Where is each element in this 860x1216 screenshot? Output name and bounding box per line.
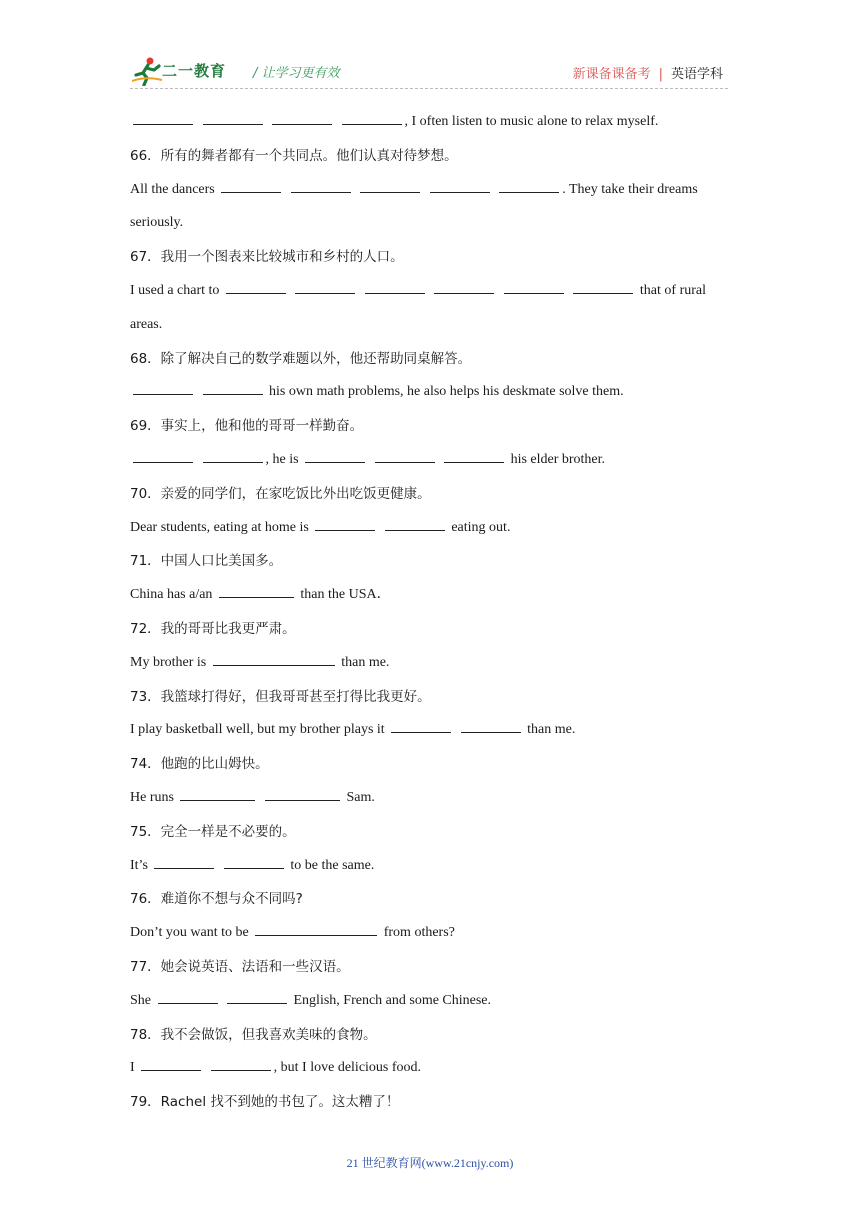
answer-blank[interactable] xyxy=(213,651,335,666)
answer-blank[interactable] xyxy=(315,516,375,531)
sentence-text: English, French and some Chinese. xyxy=(293,992,492,1008)
slogan: / 让学习更有效 xyxy=(253,66,340,81)
q66-prompt: 66．所有的舞者都有一个共同点。他们认真对待梦想。 xyxy=(130,147,458,164)
q69-answer-line xyxy=(130,446,730,480)
sentence-text: My brother is xyxy=(130,654,207,670)
course-label: 新课备课备考 xyxy=(572,67,651,82)
q78-answer-line xyxy=(130,1054,730,1088)
answer-blank[interactable] xyxy=(272,110,332,125)
q73-answer-line xyxy=(130,716,730,750)
subject-label: 英语学科 xyxy=(670,67,723,82)
q76-answer-line xyxy=(130,919,730,953)
sentence-text: He runs xyxy=(130,789,174,805)
answer-blank[interactable] xyxy=(221,178,281,193)
answer-blank[interactable] xyxy=(133,448,193,463)
answer-blank[interactable] xyxy=(133,380,193,395)
sentence-text: Sam. xyxy=(346,789,375,805)
q78-prompt: 78．我不会做饭，但我喜欢美味的食物。 xyxy=(130,1026,377,1043)
sentence-text: his own math problems, he also helps his deskmate solve them. xyxy=(269,384,624,400)
q68-answer-line xyxy=(130,378,730,412)
answer-blank[interactable] xyxy=(434,279,494,294)
answer-blank[interactable] xyxy=(133,110,193,125)
sentence-text: I play basketball well, but my brother plays it xyxy=(130,722,385,738)
q77-prompt: 77．她会说英语、法语和一些汉语。 xyxy=(130,958,350,975)
answer-blank[interactable] xyxy=(365,279,425,294)
answer-blank[interactable] xyxy=(226,279,286,294)
sentence-text: . They take their dreams xyxy=(562,181,698,197)
answer-blank[interactable] xyxy=(255,921,377,936)
answer-blank[interactable] xyxy=(461,718,521,733)
sentence-text: , I often listen to music alone to relax myself. xyxy=(404,114,659,129)
q66-answer-line xyxy=(130,176,730,210)
q70-prompt: 70．亲爱的同学们，在家吃饭比外出吃饭更健康。 xyxy=(130,485,431,502)
header-separator: | xyxy=(658,67,663,82)
answer-blank[interactable] xyxy=(141,1056,201,1071)
answer-blank[interactable] xyxy=(573,279,633,294)
q67-continuation: areas. xyxy=(130,316,163,332)
sentence-text: It’s xyxy=(130,857,148,873)
sentence-text: than me. xyxy=(341,654,390,670)
sentence-text: All the dancers xyxy=(130,181,215,197)
q66-continuation: seriously. xyxy=(130,215,184,231)
answer-blank[interactable] xyxy=(391,718,451,733)
answer-blank[interactable] xyxy=(499,178,559,193)
answer-blank[interactable] xyxy=(211,1056,271,1071)
answer-blank[interactable] xyxy=(154,854,214,869)
answer-blank[interactable] xyxy=(227,989,287,1004)
answer-blank[interactable] xyxy=(305,448,365,463)
answer-blank[interactable] xyxy=(430,178,490,193)
document-body xyxy=(130,108,730,1122)
sentence-text: Don’t you want to be xyxy=(130,925,249,941)
q77-answer-line xyxy=(130,987,730,1021)
header-right xyxy=(573,63,723,82)
q65-answer-line xyxy=(130,108,730,142)
page-footer[interactable]: 21 世纪教育网(www.21cnjy.com) xyxy=(346,1156,514,1170)
sentence-text: from others? xyxy=(383,925,455,941)
answer-blank[interactable] xyxy=(219,583,294,598)
sentence-text: She xyxy=(130,992,151,1008)
q67-answer-line xyxy=(130,277,730,311)
sentence-text: China has a/an xyxy=(130,587,213,603)
q71-prompt: 71．中国人口比美国多。 xyxy=(130,553,283,570)
answer-blank[interactable] xyxy=(504,279,564,294)
q74-prompt: 74．他跑的比山姆快。 xyxy=(130,756,269,773)
answer-blank[interactable] xyxy=(291,178,351,193)
page-header xyxy=(0,0,860,100)
answer-blank[interactable] xyxy=(158,989,218,1004)
answer-blank[interactable] xyxy=(444,448,504,463)
sentence-text: that of rural xyxy=(639,282,707,298)
q68-prompt: 68．除了解决自己的数学难题以外，他还帮助同桌解答。 xyxy=(130,350,472,367)
answer-blank[interactable] xyxy=(203,380,263,395)
q79-prompt: 79．Rachel 找不到她的书包了。这太糟了！ xyxy=(130,1094,400,1111)
answer-blank[interactable] xyxy=(342,110,402,125)
sentence-text: , but I love delicious food. xyxy=(273,1060,422,1076)
answer-blank[interactable] xyxy=(375,448,435,463)
sentence-text: his elder brother. xyxy=(510,451,606,467)
sentence-text: eating out. xyxy=(451,519,511,535)
logo xyxy=(132,56,242,88)
q74-answer-line xyxy=(130,784,730,818)
answer-blank[interactable] xyxy=(360,178,420,193)
answer-blank[interactable] xyxy=(224,854,284,869)
sentence-text: Dear students, eating at home is xyxy=(130,519,309,535)
answer-blank[interactable] xyxy=(203,110,263,125)
sentence-text: than the USA． xyxy=(300,587,391,603)
q73-prompt: 73．我篮球打得好，但我哥哥甚至打得比我更好。 xyxy=(130,688,431,705)
header-divider xyxy=(130,88,728,89)
q67-prompt: 67．我用一个图表来比较城市和乡村的人口。 xyxy=(130,249,404,266)
sentence-text: , he is xyxy=(265,451,299,467)
q71-answer-line xyxy=(130,581,730,615)
sentence-text: to be the same. xyxy=(290,857,375,873)
sentence-text: I xyxy=(130,1060,135,1076)
q75-answer-line xyxy=(130,852,730,886)
answer-blank[interactable] xyxy=(295,279,355,294)
answer-blank[interactable] xyxy=(180,786,255,801)
sentence-text: I used a chart to xyxy=(130,282,220,298)
answer-blank[interactable] xyxy=(265,786,340,801)
answer-blank[interactable] xyxy=(385,516,445,531)
q75-prompt: 75．完全一样是不必要的。 xyxy=(130,823,296,840)
sentence-text: than me. xyxy=(527,722,576,738)
answer-blank[interactable] xyxy=(203,448,263,463)
q69-prompt: 69．事实上，他和他的哥哥一样勤奋。 xyxy=(130,418,364,435)
q76-prompt: 76．难道你不想与众不同吗? xyxy=(130,891,303,908)
q72-prompt: 72．我的哥哥比我更严肃。 xyxy=(130,620,296,637)
q70-answer-line xyxy=(130,514,730,548)
logo-text: 二一教育 xyxy=(162,62,227,80)
runner-logo-icon xyxy=(132,56,162,86)
q72-answer-line xyxy=(130,649,730,683)
